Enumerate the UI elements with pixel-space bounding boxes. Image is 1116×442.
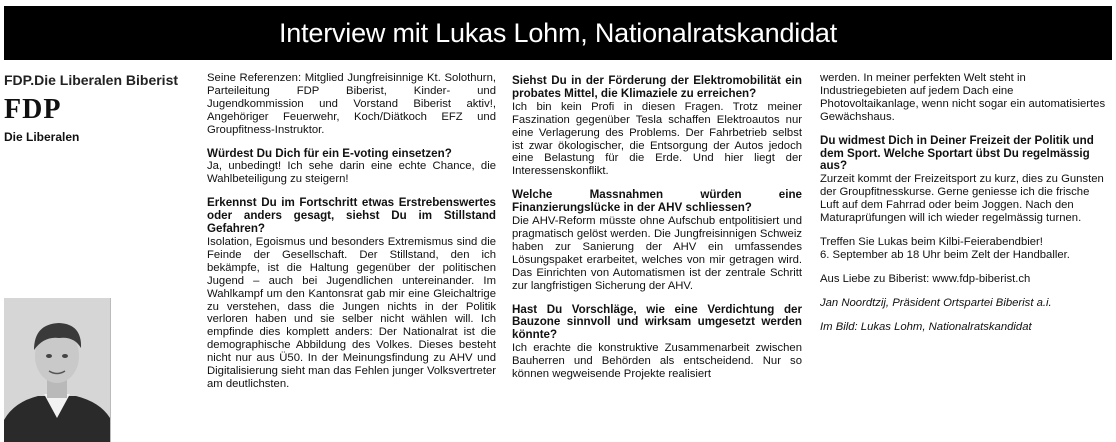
candidate-references: Seine Referenzen: Mitglied Jungfreisinnige Kt. Solothurn, Parteileitung FDP Biberist, Kinder- und Jugendkommission und Vorstand Biberist aktiv!, Angehöriger Feuerwehr, Koch/Diätkoch EFZ und Groupfitness-Instruktor.	[207, 72, 496, 136]
portrait-illustration	[4, 298, 110, 442]
author-signature: Jan Noordtzij, Präsident Ortspartei Biberist a.i.	[820, 296, 1052, 309]
answer-electromobility: Ich bin kein Profi in diesen Fragen. Trotz meiner Faszination gegenüber Tesla schaffen Elektroautos nur eine Verlagerung des Problems. Der Fahrbetrieb selbst ist zwar ökologischer, die Entsorgung der Autos jedoch eine Belastung für die Erde. Und hier liegt der Interessenskonflikt.	[512, 100, 802, 178]
article-column-1	[207, 72, 496, 391]
question-progress: Erkennst Du im Fortschritt etwas Erstrebenswertes oder anders gesagt, siehst Du im Stillstand Gefahren?	[207, 196, 496, 236]
answer-ahv: Die AHV-Reform müsste ohne Aufschub entpolitisiert und pragmatisch gelöst werden. Die Jungfreisinnigen Schweiz haben zur Sanierung der AHV ein umfassendes Lösungspaket erarbeitet, welches von mir getragen wird. Das Einrichten von Automatismen ist der zentrale Schritt zur langfristigen Sicherung der AHV.	[512, 215, 802, 292]
event-line-2: 6. September ab 18 Uhr beim Zelt der Handballer.	[820, 248, 1070, 261]
article-title-banner: Interview mit Lukas Lohm, Nationalratskandidat	[4, 6, 1112, 60]
event-line-1: Treffen Sie Lukas beim Kilbi-Feierabendbier!	[820, 235, 1043, 248]
answer-building-zone: Ich erachte die konstruktive Zusammenarbeit zwischen Bauherren und Behörden als entscheidend. Nur so können wegweisende Projekte realisiert	[512, 342, 802, 381]
answer-sport: Zurzeit kommt der Freizeitsport zu kurz, dies zu Gunsten der Groupfitnesskurse. Gerne geniesse ich die frische Luft auf dem Fahrrad oder beim Joggen. Nach den Maturaprüfungen will ich wieder regelmässig turnen.	[820, 173, 1104, 225]
article-column-3	[820, 72, 1110, 345]
fdp-logo-subtitle: Die Liberalen	[4, 130, 80, 144]
fdp-logo: FDP	[4, 94, 62, 125]
candidate-photo	[4, 298, 111, 442]
question-sport: Du widmest Dich in Deiner Freizeit der Politik und dem Sport. Welche Sportart übst Du regelmässig aus?	[820, 133, 1094, 173]
question-electromobility: Siehst Du in der Förderung der Elektromobilität ein probates Mittel, die Klimaziele zu erreichen?	[512, 74, 802, 100]
question-e-voting: Würdest Du Dich für ein E-voting einsetzen?	[207, 146, 452, 160]
photo-caption: Im Bild: Lukas Lohm, Nationalratskandidat	[820, 320, 1032, 333]
question-building-zone: Hast Du Vorschläge, wie eine Verdichtung der Bauzone sinnvoll und wirksam umgesetzt werden könnte?	[512, 302, 802, 342]
event-invitation	[820, 236, 1110, 262]
article-column-2	[512, 75, 802, 381]
answer-building-zone-continued: werden. In meiner perfekten Welt steht in Industriegebieten auf jedem Dach eine Photovoltaikanlage, wenn nicht sogar ein automatisiertes Gewächshaus.	[820, 72, 1106, 123]
answer-e-voting: Ja, unbedingt! Ich sehe darin eine echte Chance, die Wahlbeteiligung zu steigern!	[207, 160, 496, 186]
party-name: FDP.Die Liberalen Biberist	[4, 72, 179, 88]
website-line: Aus Liebe zu Biberist: www.fdp-biberist.ch	[820, 272, 1031, 285]
answer-progress: Isolation, Egoismus und besonders Extremismus sind die Feinde der Gesellschaft. Der Stillstand, den ich bekämpfe, ist die Haltung gegenüber der politischen Jugend – auch bei Jugendlichen untereinander. Im Wahlkampf um den Kantonsrat gab mir eine Gleichaltrige zu verstehen, dass die Jungen nichts in der Politik verloren haben und sie selber nicht wählen will. Ich empfinde dies komplett anders: Der Nationalrat ist die demographische Abbildung des Volkes. Dieses besteht nicht nur aus Ü50. In der Meinungsfindung zu AHV und Digitalisierung sieht man das Fehlen junger Volksvertreter am deutlichsten.	[207, 235, 496, 390]
party-sidebar	[4, 72, 200, 144]
question-ahv: Welche Massnahmen würden eine Finanzierungslücke in der AHV schliessen?	[512, 188, 802, 215]
